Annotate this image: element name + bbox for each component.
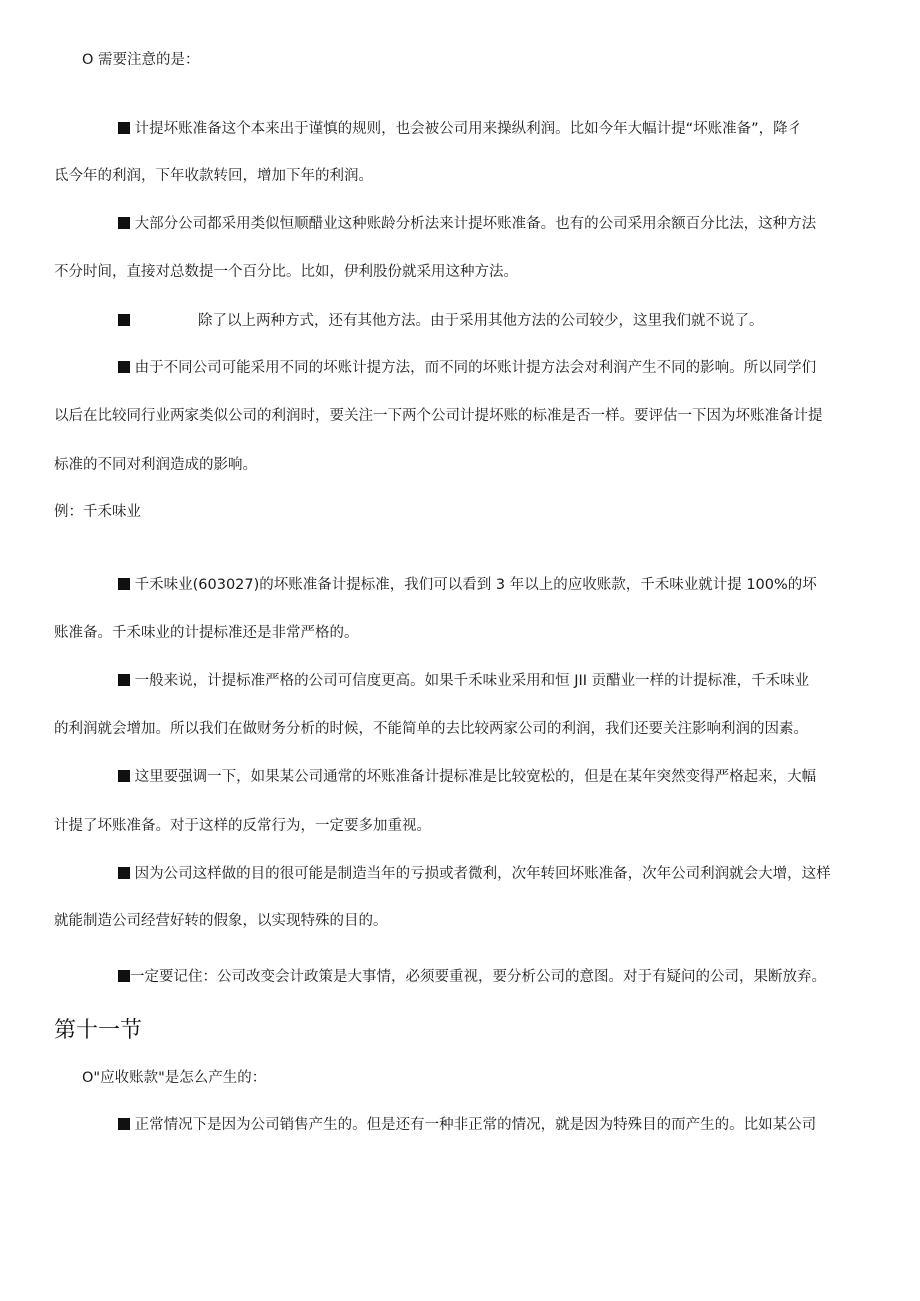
paragraph-1-text-1: 计提坏账准备这个本来出于谨慎的规则，也会被公司用来操纵利润。比如今年大幅计提“坏账准备”，降彳 [134,121,803,137]
paragraph-5-text-1: 千禾味业(603027)的坏账准备计提标准，我们可以看到 3 年以上的应收账款，千禾味业就计提 100%的坏 [134,577,817,593]
paragraph-1-line-1 [118,119,802,139]
section-intro: O"应收账款"是怎么产生的： [82,1070,267,1086]
paragraph-8-text-1: 因为公司这样做的目的很可能是制造当年的亏损或者微利，次年转回坏账准备，次年公司利润就会大增，这样 [134,866,831,882]
bullet-square-icon [118,314,130,326]
paragraph-4-text-1: 由于不同公司可能采用不同的坏账计提方法，而不同的坏账计提方法会对利润产生不同的影响。所以同学们 [134,360,817,376]
example-label: 例：千禾味业 [54,504,141,520]
bullet-square-icon [118,674,130,686]
paragraph-10-line-1 [118,1115,816,1135]
paragraph-4-line-2: 以后在比较同行业两家类似公司的利润时，要关注一下两个公司计提坏账的标准是否一样。要评估一下因为坏账准备计提 [54,408,823,424]
paragraph-6-line-1 [118,671,809,691]
paragraph-5-line-2: 账准备。千禾味业的计提标准还是非常严格的。 [54,625,359,641]
paragraph-8-line-1 [118,864,831,884]
bullet-square-icon [118,970,130,982]
paragraph-3-line-1 [118,311,764,331]
paragraph-1-line-2: 氐今年的利润，下年收款转回，增加下年的利润。 [54,168,373,184]
paragraph-7-line-1 [118,767,816,787]
bullet-square-icon [118,122,130,134]
paragraph-4-line-3: 标准的不同对利润造成的影响。 [54,457,257,473]
paragraph-2-line-1 [118,214,816,234]
paragraph-5-line-1 [118,575,817,595]
paragraph-3-text-1: 除了以上两种方式，还有其他方法。由于采用其他方法的公司较少，这里我们就不说了。 [198,313,764,329]
paragraph-6-line-2: 的利润就会增加。所以我们在做财务分析的时候，不能简单的去比较两家公司的利润，我们还要关注影响利润的因素。 [54,721,808,737]
paragraph-7-text-1: 这里要强调一下，如果某公司通常的坏账准备计提标准是比较宽松的，但是在某年突然变得严格起来，大幅 [134,769,817,785]
paragraph-4-line-1 [118,358,816,378]
paragraph-8-line-2: 就能制造公司经营好转的假象，以实现特殊的目的。 [54,913,388,929]
bullet-square-icon [118,217,130,229]
bullet-square-icon [118,361,130,373]
paragraph-9-line-1 [118,967,826,987]
paragraph-10-text-1: 正常情况下是因为公司销售产生的。但是还有一种非正常的情况，就是因为特殊目的而产生的。比如某公司 [134,1117,817,1133]
bullet-square-icon [118,867,130,879]
bullet-square-icon [118,1118,130,1130]
bullet-square-icon [118,578,130,590]
note-intro: O 需要注意的是： [82,52,200,68]
paragraph-2-text-1: 大部分公司都采用类似恒顺醋业这种账龄分析法来计提坏账准备。也有的公司采用余额百分比法，这种方法 [134,216,817,232]
paragraph-7-line-2: 计提了坏账准备。对于这样的反常行为，一定要多加重视。 [54,818,431,834]
section-heading: 第十一节 [54,1018,143,1043]
paragraph-6-text-1: 一般来说，计提标准严格的公司可信度更高。如果千禾味业采用和恒 JII 贡醋业一样的计提标准，千禾味业 [134,673,810,689]
paragraph-2-line-2: 不分时间，直接对总数提一个百分比。比如，伊利股份就采用这种方法。 [54,264,518,280]
paragraph-9-text-1: 一定要记住：公司改变会计政策是大事情，必须要重视，要分析公司的意图。对于有疑问的公司，果断放弃。 [130,969,826,985]
bullet-square-icon [118,770,130,782]
